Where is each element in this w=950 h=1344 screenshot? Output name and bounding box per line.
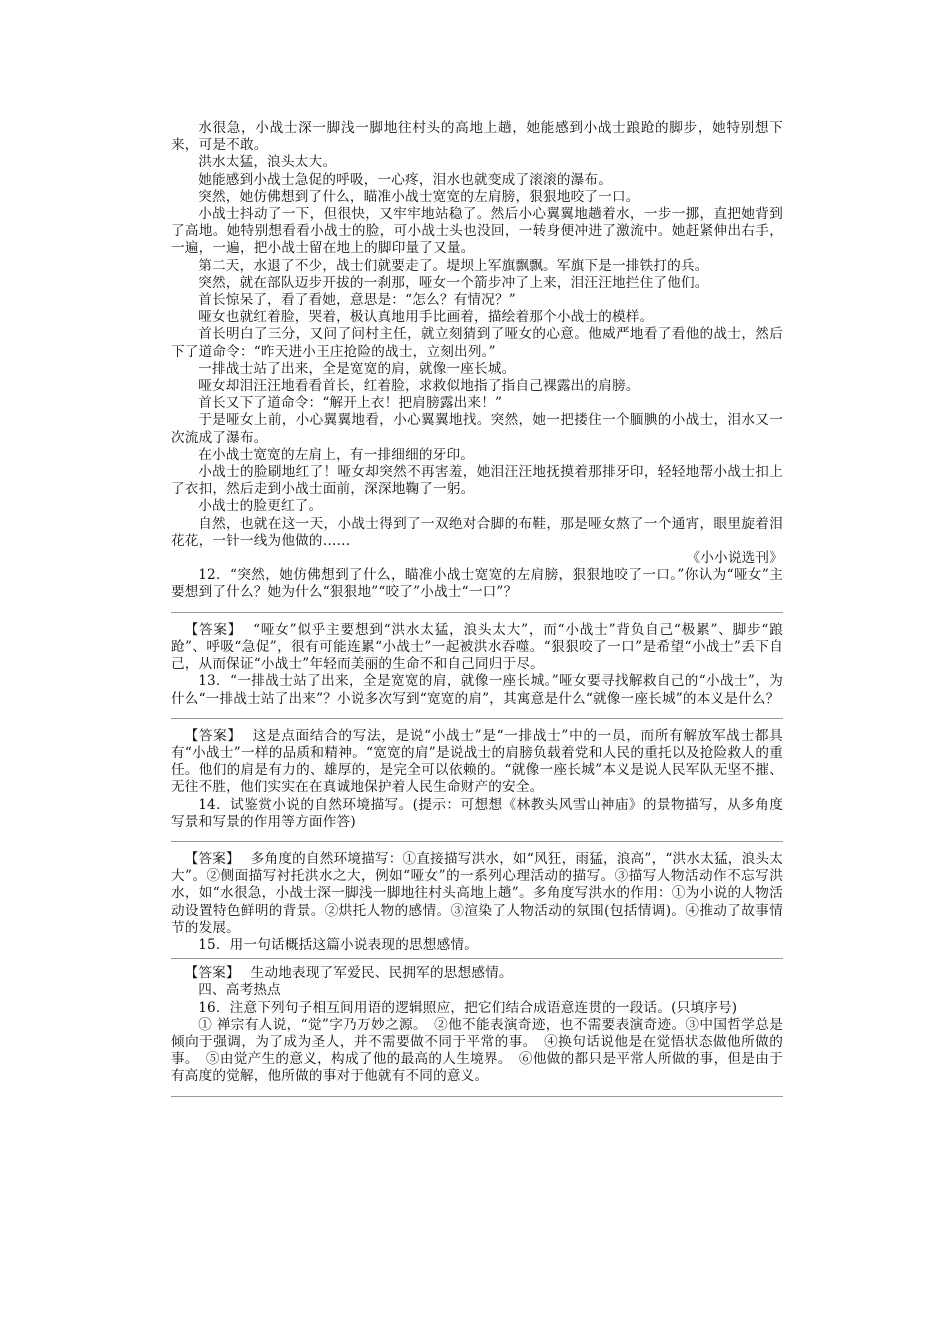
story-paragraph: 在小战士宽宽的左肩上，有一排细细的牙印。: [198, 446, 475, 463]
answer-text: “哑女”似乎主要想到“洪水太猛，浪头太大”，而“小战士”背负自己“极累”、脚步“踉跄”、呼吸“急促”，很有可能连累“小战士”一起被洪水吞噬。“狠狠咬了一口”是希望“小战士”丢下自己，从而保证“小战士”年轻而美丽的生命不和自己同归于尽。: [171, 621, 783, 673]
story-paragraph: 于是哑女上前，小心翼翼地看，小心翼翼地找。突然，她一把搂住一个腼腆的小战士，泪水又一次流成了瀑布。: [171, 412, 783, 446]
answer-line: [171, 1096, 783, 1097]
story-paragraph: 水很急，小战士深一脚浅一脚地往村头的高地上趟，她能感到小战士踉跄的脚步，她特别想下来，可是不敢。: [171, 120, 783, 154]
story-paragraph: 突然，她仿佛想到了什么，瞄准小战士宽宽的左肩膀，狠狠地咬了一口。: [198, 188, 640, 205]
story-paragraph: 小战士抖动了一下，但很快，又牢牢地站稳了。然后小心翼翼地趟着水，一步一挪，直把她背到了高地。她特别想看看小战士的脸，可小战士头也没回，一转身便冲进了激流中。她赶紧伸出右手，一遍，一遍，把小战士留在地上的脚印量了又量。: [171, 206, 783, 257]
answer-line: [171, 718, 783, 719]
answer-text: 生动地表现了军爱民、民拥军的思想感情。: [250, 965, 513, 982]
answer-label: 【答案】: [184, 621, 243, 638]
answer-14: [171, 851, 783, 937]
story-paragraph: 自然，也就在这一天，小战士得到了一双绝对合脚的布鞋，那是哑女熬了一个通宵，眼里旋着泪花花，一针一线为他做的……: [171, 515, 783, 549]
question-13: 13．“一排战士站了出来，全是宽宽的肩，就像一座长城。”哑女要寻找解救自己的“小战士”，为什么“一排战士站了出来”？小说多次写到“宽宽的肩”，其寓意是什么“就像一座长城”的本义是什么？: [171, 673, 783, 707]
answer-15: [171, 965, 783, 982]
section-heading: 四、高考热点: [198, 982, 281, 999]
document-page: [171, 120, 783, 1106]
story-paragraph: 洪水太猛，浪头太大。: [198, 154, 337, 171]
story-paragraph: 首长又下了道命令：“解开上衣！把肩膀露出来！”: [198, 395, 503, 412]
story-paragraph: 哑女也就红着脸，哭着，极认真地用手比画着，描绘着那个小战士的模样。: [198, 309, 654, 326]
story-paragraph: 突然，就在部队迈步开拔的一刹那，哑女一个箭步冲了上来，泪汪汪地拦住了他们。: [198, 274, 709, 291]
story-source: 《小小说选刊》: [686, 550, 783, 567]
story-paragraph: 小战士的脸刷地红了！哑女却突然不再害羞，她泪汪汪地抚摸着那排牙印，轻轻地帮小战士扣上了衣扣，然后走到小战士面前，深深地鞠了一躬。: [171, 464, 783, 498]
question-15: 15．用一句话概括这篇小说表现的思想感情。: [198, 936, 478, 953]
question-16: 16．注意下列句子相互间用语的逻辑照应，把它们结合成语意连贯的一段话。(只填序号): [198, 999, 738, 1016]
story-paragraph: 小战士的脸更红了。: [198, 498, 323, 515]
question-12: 12．“突然，她仿佛想到了什么，瞄准小战士宽宽的左肩膀，狠狠地咬了一口。”你认为“哑女”主要想到了什么？她为什么“狠狠地”“咬了”小战士“一口”？: [171, 567, 783, 601]
answer-text: 这是点面结合的写法，是说“小战士”是“一排战士”中的一员，而所有解放军战士都具有“小战士”一样的品质和精神。“宽宽的肩”是说战士的肩膀负载着党和人民的重托以及抢险救人的重任。他们的肩是有力的、雄厚的，是完全可以依赖的。“就像一座长城”本义是说人民军队无坚不摧、无往不胜，他们实实在在真诚地保护着人民生命财产的安全。: [171, 727, 783, 796]
answer-label: 【答案】: [184, 727, 242, 744]
answer-line: [171, 841, 783, 842]
answer-label: 【答案】: [184, 850, 240, 867]
story-paragraph: 哑女却泪汪汪地看看首长，红着脸，求救似地指了指自己裸露出的肩膀。: [198, 378, 640, 395]
answer-label: 【答案】: [184, 965, 240, 982]
question-16-options: ① 禅宗有人说，“觉”字乃万妙之源。 ②他不能表演奇迹，也不需要表演奇迹。③中国哲学总是倾向于强调，为了成为圣人，并不需要做不同于平常的事。 ④换句话说他是在觉悟状态做他所做的事。 ⑤由觉产生的意义，构成了他的最高的人生境界。 ⑥他做的都只是平常人所做的事，但是由于有高度的觉解，他所做的事对于他就有不同的意义。: [171, 1016, 783, 1085]
story-paragraph: 首长惊呆了，看了看她，意思是：“怎么？有情况？”: [198, 292, 516, 309]
question-14: 14．试鉴赏小说的自然环境描写。(提示：可想想《林教头风雪山神庙》的景物描写，从多角度写景和写景的作用等方面作答): [171, 796, 783, 830]
answer-12: [171, 622, 783, 674]
answer-13: [171, 728, 783, 797]
answer-line: [171, 958, 783, 959]
story-paragraph: 一排战士站了出来，全是宽宽的肩，就像一座长城。: [198, 360, 516, 377]
story-paragraph: 首长明白了三分，又问了问村主任，就立刻猜到了哑女的心意。他威严地看了看他的战士，然后下了道命令：“昨天进小王庄抢险的战士，立刻出列。”: [171, 326, 783, 360]
answer-line: [171, 612, 783, 613]
story-paragraph: 她能感到小战士急促的呼吸，一心疼，泪水也就变成了滚滚的瀑布。: [198, 171, 612, 188]
story-paragraph: 第二天，水退了不少，战士们就要走了。堤坝上军旗飘飘。军旗下是一排铁打的兵。: [198, 257, 709, 274]
answer-text: 多角度的自然环境描写：①直接描写洪水，如“风狂，雨猛，浪高”，“洪水太猛，浪头太大”。②侧面描写衬托洪水之大，例如“哑女”的一系列心理活动的描写。③描写人物活动作不忘写洪水，如“水很急，小战士深一脚浅一脚地往村头高地上趟”。多角度写洪水的作用：①为小说的人物活动设置特色鲜明的背景。②烘托人物的感情。③渲染了人物活动的氛围(包括情调)。④推动了故事情节的发展。: [171, 850, 783, 936]
